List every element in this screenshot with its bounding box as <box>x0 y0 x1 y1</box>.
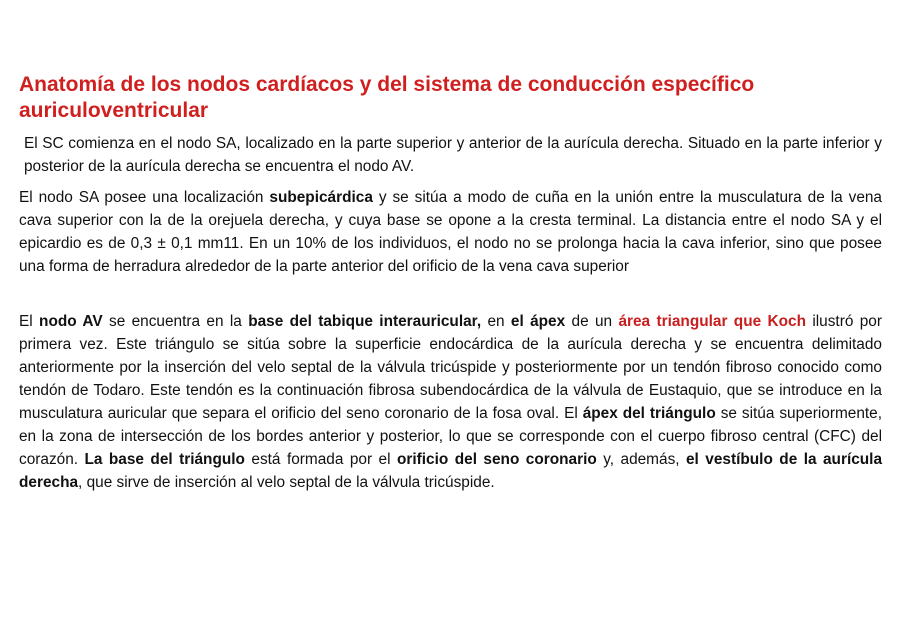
text-run: , que sirve de inserción al velo septal de la válvula tricúspide. <box>78 474 495 491</box>
text-run: ilustró por primera vez. Este triángulo se sitúa sobre la superficie endocárdica de la aurícula derecha y se encuentra delimitado anteriormente por la inserción del velo septal de la válvula tricúspide y posteriormente por un tendón fibroso conocido como tendón de Todaro. Este tendón es la continuación fibrosa subendocárdica de la válvula de Eustaquio, que se introduce en la musculatura auricular que separa el orificio del seno coronario de la fosa oval. El <box>19 313 882 422</box>
bold-term: el ápex <box>510 313 566 330</box>
text-run: se sitúa superiormente, en la zona de intersección de los bordes anterior y posterior, lo que se corresponde con el cuerpo fibroso central (CFC) del corazón. <box>19 405 882 468</box>
bold-term: subepicárdica <box>269 189 373 206</box>
text-run: y se sitúa a modo de cuña en la unión entre la musculatura de la vena cava superior con la de la orejuela derecha, y cuya base se opone a la cresta terminal. La distancia entre el nodo SA y el epicardio es de 0,3 ± 0,1 mm11. En un 10% de los individuos, el nodo no se prolonga hacia la cava inferior, sino que posee una forma de herradura alrededor de la parte anterior del orificio de la vena cava superior <box>19 189 882 275</box>
bold-term: base del tabique interauricular, <box>248 313 482 330</box>
paragraph-nodo-sa <box>19 186 882 278</box>
text-run: en <box>481 313 511 330</box>
text-run: está formada por el <box>244 451 397 468</box>
page-title: Anatomía de los nodos cardíacos y del sistema de conducción específico auriculoventricular <box>19 73 755 122</box>
text-run: de un <box>565 313 619 330</box>
text-run: El <box>19 313 40 330</box>
text-run: El nodo SA posee una localización <box>19 189 270 206</box>
bold-term: el vestíbulo de la aurícula derecha <box>19 451 883 491</box>
paragraph-intro: El SC comienza en el nodo SA, localizado en la parte superior y anterior de la aurícula derecha. Situado en la parte inferior y posterior de la aurícula derecha se encuentra el nodo AV. <box>24 135 882 175</box>
bold-term: ápex del triángulo <box>582 405 716 422</box>
paragraph-nodo-av <box>19 310 882 494</box>
highlight-term: área triangular que Koch <box>618 313 806 330</box>
bold-term: nodo AV <box>39 313 103 330</box>
text-run: se encuentra en la <box>102 313 249 330</box>
text-run: y, además, <box>596 451 686 468</box>
bold-term: La base del triángulo <box>84 451 245 468</box>
bold-term: orificio del seno coronario <box>396 451 597 468</box>
